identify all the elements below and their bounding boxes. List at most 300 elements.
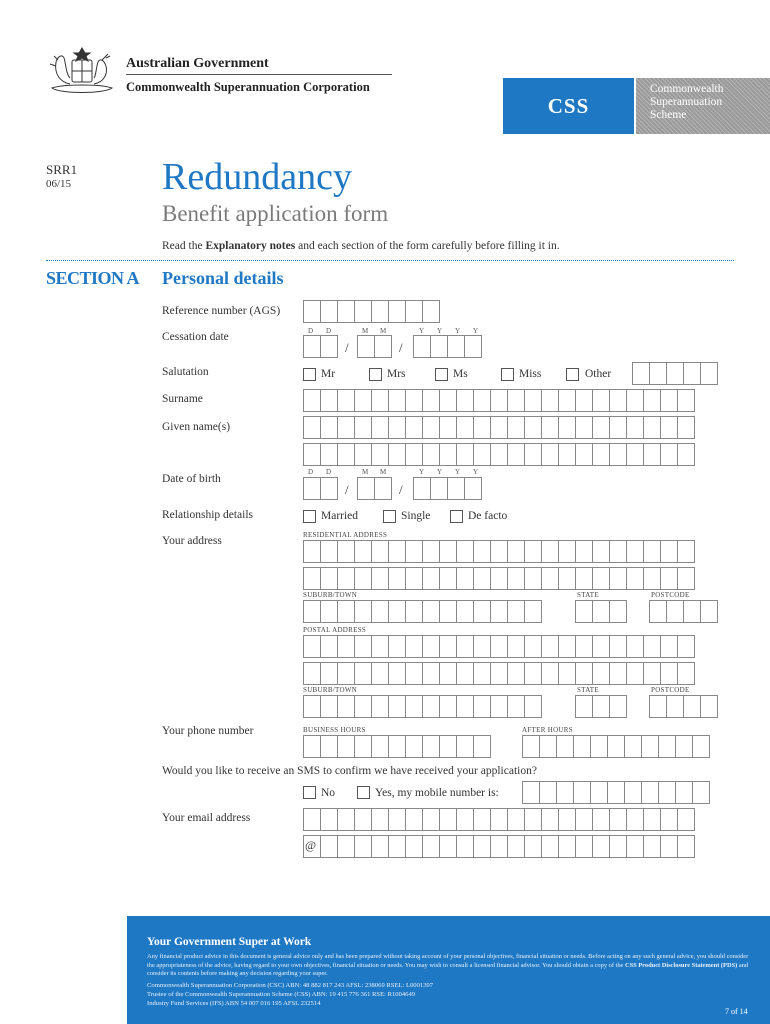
- char-box[interactable]: [456, 600, 474, 623]
- char-box[interactable]: [422, 835, 440, 858]
- char-box[interactable]: [575, 635, 593, 658]
- char-box[interactable]: [371, 835, 389, 858]
- dob-day-input[interactable]: [303, 477, 338, 500]
- char-box[interactable]: [303, 600, 321, 623]
- char-box[interactable]: [405, 567, 423, 590]
- char-box[interactable]: [592, 662, 610, 685]
- char-box[interactable]: [456, 808, 474, 831]
- char-box[interactable]: [456, 635, 474, 658]
- char-box[interactable]: [473, 600, 491, 623]
- char-box[interactable]: [439, 635, 457, 658]
- char-box[interactable]: [456, 567, 474, 590]
- char-box[interactable]: [658, 735, 676, 758]
- char-box[interactable]: [590, 781, 608, 804]
- char-box[interactable]: [539, 735, 557, 758]
- char-box[interactable]: [456, 540, 474, 563]
- char-box[interactable]: [422, 416, 440, 439]
- char-box[interactable]: [507, 416, 525, 439]
- char-box[interactable]: [337, 635, 355, 658]
- char-box[interactable]: [541, 635, 559, 658]
- char-box[interactable]: [320, 635, 338, 658]
- char-box[interactable]: [422, 567, 440, 590]
- char-box[interactable]: [609, 808, 627, 831]
- char-box[interactable]: [430, 477, 448, 500]
- char-box[interactable]: [473, 695, 491, 718]
- char-box[interactable]: [439, 808, 457, 831]
- char-box[interactable]: [609, 540, 627, 563]
- given-names-input-line1[interactable]: [303, 416, 695, 439]
- given-names-input-line2[interactable]: [303, 443, 695, 466]
- char-box[interactable]: [464, 477, 482, 500]
- char-box[interactable]: [556, 735, 574, 758]
- char-box[interactable]: [677, 808, 695, 831]
- char-box[interactable]: [422, 662, 440, 685]
- char-box[interactable]: [320, 335, 338, 358]
- char-box[interactable]: [456, 695, 474, 718]
- char-box[interactable]: [354, 600, 372, 623]
- char-box[interactable]: [320, 443, 338, 466]
- salutation-other-input[interactable]: [632, 362, 718, 385]
- char-box[interactable]: [354, 300, 372, 323]
- char-box[interactable]: [405, 662, 423, 685]
- char-box[interactable]: [649, 362, 667, 385]
- char-box[interactable]: [388, 808, 406, 831]
- char-box[interactable]: [558, 389, 576, 412]
- char-box[interactable]: [490, 835, 508, 858]
- char-box[interactable]: [541, 416, 559, 439]
- char-box[interactable]: [507, 389, 525, 412]
- char-box[interactable]: [683, 362, 701, 385]
- char-box[interactable]: [643, 540, 661, 563]
- residential-address-line1[interactable]: [303, 540, 695, 563]
- char-box[interactable]: [447, 335, 465, 358]
- char-box[interactable]: [456, 443, 474, 466]
- char-box[interactable]: [507, 835, 525, 858]
- char-box[interactable]: [337, 735, 355, 758]
- char-box[interactable]: [558, 567, 576, 590]
- char-box[interactable]: [303, 416, 321, 439]
- char-box[interactable]: [354, 635, 372, 658]
- char-box[interactable]: [507, 662, 525, 685]
- char-box[interactable]: [337, 835, 355, 858]
- char-box[interactable]: [422, 389, 440, 412]
- char-box[interactable]: [558, 540, 576, 563]
- char-box[interactable]: [677, 416, 695, 439]
- char-box[interactable]: [575, 662, 593, 685]
- char-box[interactable]: [439, 695, 457, 718]
- char-box[interactable]: [649, 695, 667, 718]
- char-box[interactable]: [388, 443, 406, 466]
- business-hours-phone-input[interactable]: [303, 735, 491, 758]
- char-box[interactable]: [490, 416, 508, 439]
- char-box[interactable]: [541, 567, 559, 590]
- char-box[interactable]: [522, 735, 540, 758]
- char-box[interactable]: [609, 635, 627, 658]
- char-box[interactable]: [320, 735, 338, 758]
- char-box[interactable]: [371, 443, 389, 466]
- email-input-line2[interactable]: [303, 835, 695, 858]
- char-box[interactable]: [507, 567, 525, 590]
- residential-suburb-input[interactable]: [303, 600, 542, 623]
- char-box[interactable]: [660, 540, 678, 563]
- char-box[interactable]: [641, 781, 659, 804]
- char-box[interactable]: [592, 600, 610, 623]
- salutation-mr-checkbox[interactable]: [303, 368, 316, 381]
- char-box[interactable]: [303, 335, 321, 358]
- char-box[interactable]: [507, 443, 525, 466]
- char-box[interactable]: [700, 695, 718, 718]
- char-box[interactable]: [558, 662, 576, 685]
- char-box[interactable]: [405, 808, 423, 831]
- char-box[interactable]: [609, 662, 627, 685]
- char-box[interactable]: [626, 567, 644, 590]
- char-box[interactable]: [354, 808, 372, 831]
- char-box[interactable]: [405, 443, 423, 466]
- char-box[interactable]: [374, 335, 392, 358]
- char-box[interactable]: [643, 635, 661, 658]
- char-box[interactable]: [558, 835, 576, 858]
- email-input-line1[interactable]: [303, 808, 695, 831]
- char-box[interactable]: [677, 662, 695, 685]
- char-box[interactable]: [320, 389, 338, 412]
- char-box[interactable]: [303, 735, 321, 758]
- char-box[interactable]: [575, 389, 593, 412]
- char-box[interactable]: [371, 567, 389, 590]
- char-box[interactable]: [575, 416, 593, 439]
- dob-month-input[interactable]: [357, 477, 392, 500]
- surname-input[interactable]: [303, 389, 695, 412]
- char-box[interactable]: [456, 735, 474, 758]
- postal-suburb-input[interactable]: [303, 695, 542, 718]
- char-box[interactable]: [675, 735, 693, 758]
- char-box[interactable]: [439, 600, 457, 623]
- char-box[interactable]: [371, 540, 389, 563]
- char-box[interactable]: [524, 808, 542, 831]
- char-box[interactable]: [609, 443, 627, 466]
- char-box[interactable]: [388, 416, 406, 439]
- char-box[interactable]: [660, 808, 678, 831]
- salutation-miss-checkbox[interactable]: [501, 368, 514, 381]
- char-box[interactable]: [388, 540, 406, 563]
- char-box[interactable]: [626, 808, 644, 831]
- char-box[interactable]: [320, 662, 338, 685]
- char-box[interactable]: [524, 662, 542, 685]
- char-box[interactable]: [473, 635, 491, 658]
- char-box[interactable]: [303, 635, 321, 658]
- postal-address-line2[interactable]: [303, 662, 695, 685]
- char-box[interactable]: [677, 443, 695, 466]
- char-box[interactable]: [320, 835, 338, 858]
- relationship-married-checkbox[interactable]: [303, 510, 316, 523]
- char-box[interactable]: [660, 389, 678, 412]
- char-box[interactable]: [439, 835, 457, 858]
- char-box[interactable]: [320, 540, 338, 563]
- char-box[interactable]: [575, 567, 593, 590]
- relationship-defacto-checkbox[interactable]: [450, 510, 463, 523]
- char-box[interactable]: [320, 477, 338, 500]
- char-box[interactable]: [337, 600, 355, 623]
- char-box[interactable]: [626, 443, 644, 466]
- char-box[interactable]: [649, 600, 667, 623]
- sms-yes-checkbox[interactable]: [357, 786, 370, 799]
- char-box[interactable]: [422, 443, 440, 466]
- char-box[interactable]: [303, 695, 321, 718]
- char-box[interactable]: [337, 540, 355, 563]
- char-box[interactable]: [303, 300, 321, 323]
- postal-state-input[interactable]: [575, 695, 627, 718]
- char-box[interactable]: [541, 835, 559, 858]
- char-box[interactable]: [337, 808, 355, 831]
- char-box[interactable]: [666, 600, 684, 623]
- char-box[interactable]: [700, 362, 718, 385]
- char-box[interactable]: [522, 781, 540, 804]
- char-box[interactable]: [388, 695, 406, 718]
- char-box[interactable]: [371, 662, 389, 685]
- char-box[interactable]: [507, 540, 525, 563]
- char-box[interactable]: [473, 835, 491, 858]
- char-box[interactable]: [303, 808, 321, 831]
- cessation-day-input[interactable]: [303, 335, 338, 358]
- char-box[interactable]: [643, 662, 661, 685]
- char-box[interactable]: [490, 389, 508, 412]
- char-box[interactable]: [357, 335, 375, 358]
- char-box[interactable]: [405, 635, 423, 658]
- char-box[interactable]: [371, 808, 389, 831]
- char-box[interactable]: [643, 416, 661, 439]
- char-box[interactable]: [354, 735, 372, 758]
- char-box[interactable]: [592, 808, 610, 831]
- char-box[interactable]: [626, 835, 644, 858]
- char-box[interactable]: [473, 808, 491, 831]
- char-box[interactable]: [464, 335, 482, 358]
- char-box[interactable]: [439, 389, 457, 412]
- char-box[interactable]: [320, 300, 338, 323]
- char-box[interactable]: [692, 781, 710, 804]
- char-box[interactable]: [592, 835, 610, 858]
- postal-postcode-input[interactable]: [649, 695, 718, 718]
- char-box[interactable]: [524, 416, 542, 439]
- char-box[interactable]: [405, 540, 423, 563]
- after-hours-phone-input[interactable]: [522, 735, 710, 758]
- char-box[interactable]: [473, 735, 491, 758]
- char-box[interactable]: [337, 695, 355, 718]
- char-box[interactable]: [592, 695, 610, 718]
- char-box[interactable]: [575, 443, 593, 466]
- char-box[interactable]: [320, 695, 338, 718]
- char-box[interactable]: [388, 600, 406, 623]
- char-box[interactable]: [422, 635, 440, 658]
- char-box[interactable]: [643, 443, 661, 466]
- char-box[interactable]: [624, 735, 642, 758]
- char-box[interactable]: [626, 635, 644, 658]
- char-box[interactable]: [524, 835, 542, 858]
- char-box[interactable]: [677, 540, 695, 563]
- char-box[interactable]: [626, 540, 644, 563]
- char-box[interactable]: [405, 695, 423, 718]
- char-box[interactable]: [607, 735, 625, 758]
- char-box[interactable]: [643, 808, 661, 831]
- char-box[interactable]: [430, 335, 448, 358]
- mobile-number-input[interactable]: [522, 781, 710, 804]
- char-box[interactable]: [388, 300, 406, 323]
- char-box[interactable]: [354, 835, 372, 858]
- char-box[interactable]: [490, 662, 508, 685]
- char-box[interactable]: [643, 835, 661, 858]
- char-box[interactable]: [320, 600, 338, 623]
- salutation-mrs-checkbox[interactable]: [369, 368, 382, 381]
- char-box[interactable]: [660, 567, 678, 590]
- char-box[interactable]: [683, 695, 701, 718]
- char-box[interactable]: [337, 416, 355, 439]
- char-box[interactable]: [524, 600, 542, 623]
- char-box[interactable]: [592, 567, 610, 590]
- char-box[interactable]: [473, 443, 491, 466]
- char-box[interactable]: [692, 735, 710, 758]
- char-box[interactable]: [371, 635, 389, 658]
- char-box[interactable]: [683, 600, 701, 623]
- char-box[interactable]: [439, 735, 457, 758]
- postal-address-line1[interactable]: [303, 635, 695, 658]
- char-box[interactable]: [524, 567, 542, 590]
- char-box[interactable]: [626, 416, 644, 439]
- char-box[interactable]: [405, 600, 423, 623]
- char-box[interactable]: [357, 477, 375, 500]
- char-box[interactable]: [337, 443, 355, 466]
- char-box[interactable]: [677, 567, 695, 590]
- char-box[interactable]: [371, 600, 389, 623]
- char-box[interactable]: [405, 300, 423, 323]
- char-box[interactable]: [573, 735, 591, 758]
- char-box[interactable]: [539, 781, 557, 804]
- char-box[interactable]: [405, 735, 423, 758]
- char-box[interactable]: [558, 808, 576, 831]
- char-box[interactable]: [354, 540, 372, 563]
- char-box[interactable]: [507, 695, 525, 718]
- dob-year-input[interactable]: [413, 477, 482, 500]
- char-box[interactable]: [609, 695, 627, 718]
- char-box[interactable]: [609, 600, 627, 623]
- char-box[interactable]: [556, 781, 574, 804]
- char-box[interactable]: [473, 416, 491, 439]
- char-box[interactable]: [666, 362, 684, 385]
- char-box[interactable]: [473, 567, 491, 590]
- char-box[interactable]: [507, 808, 525, 831]
- char-box[interactable]: [490, 443, 508, 466]
- char-box[interactable]: [303, 662, 321, 685]
- char-box[interactable]: [558, 635, 576, 658]
- char-box[interactable]: [456, 416, 474, 439]
- char-box[interactable]: [677, 635, 695, 658]
- char-box[interactable]: [626, 662, 644, 685]
- char-box[interactable]: [541, 540, 559, 563]
- char-box[interactable]: [609, 389, 627, 412]
- char-box[interactable]: [320, 808, 338, 831]
- char-box[interactable]: [700, 600, 718, 623]
- char-box[interactable]: [422, 300, 440, 323]
- char-box[interactable]: [675, 781, 693, 804]
- char-box[interactable]: [439, 416, 457, 439]
- char-box[interactable]: [439, 540, 457, 563]
- char-box[interactable]: [609, 416, 627, 439]
- char-box[interactable]: [303, 540, 321, 563]
- char-box[interactable]: [575, 808, 593, 831]
- char-box[interactable]: [371, 695, 389, 718]
- char-box[interactable]: [643, 389, 661, 412]
- char-box[interactable]: [337, 300, 355, 323]
- char-box[interactable]: [541, 662, 559, 685]
- char-box[interactable]: [388, 835, 406, 858]
- char-box[interactable]: [592, 443, 610, 466]
- char-box[interactable]: [490, 695, 508, 718]
- char-box[interactable]: [320, 567, 338, 590]
- char-box[interactable]: [558, 416, 576, 439]
- char-box[interactable]: [371, 416, 389, 439]
- char-box[interactable]: [371, 300, 389, 323]
- char-box[interactable]: [456, 389, 474, 412]
- char-box[interactable]: [354, 662, 372, 685]
- char-box[interactable]: [609, 835, 627, 858]
- residential-state-input[interactable]: [575, 600, 627, 623]
- char-box[interactable]: [558, 443, 576, 466]
- char-box[interactable]: [666, 695, 684, 718]
- char-box[interactable]: [641, 735, 659, 758]
- char-box[interactable]: [473, 389, 491, 412]
- char-box[interactable]: [473, 662, 491, 685]
- char-box[interactable]: [405, 389, 423, 412]
- char-box[interactable]: [473, 540, 491, 563]
- char-box[interactable]: [624, 781, 642, 804]
- salutation-other-checkbox[interactable]: [566, 368, 579, 381]
- char-box[interactable]: [405, 416, 423, 439]
- char-box[interactable]: [677, 835, 695, 858]
- char-box[interactable]: [541, 808, 559, 831]
- salutation-ms-checkbox[interactable]: [435, 368, 448, 381]
- char-box[interactable]: [447, 477, 465, 500]
- char-box[interactable]: [490, 567, 508, 590]
- char-box[interactable]: [456, 662, 474, 685]
- sms-no-checkbox[interactable]: [303, 786, 316, 799]
- char-box[interactable]: [354, 443, 372, 466]
- char-box[interactable]: [439, 567, 457, 590]
- char-box[interactable]: [507, 635, 525, 658]
- char-box[interactable]: [354, 389, 372, 412]
- char-box[interactable]: [303, 567, 321, 590]
- char-box[interactable]: [422, 695, 440, 718]
- char-box[interactable]: [575, 600, 593, 623]
- char-box[interactable]: [388, 662, 406, 685]
- char-box[interactable]: [354, 695, 372, 718]
- char-box[interactable]: [320, 416, 338, 439]
- char-box[interactable]: [422, 540, 440, 563]
- char-box[interactable]: [374, 477, 392, 500]
- char-box[interactable]: [524, 443, 542, 466]
- char-box[interactable]: [573, 781, 591, 804]
- char-box[interactable]: [660, 662, 678, 685]
- char-box[interactable]: [337, 567, 355, 590]
- char-box[interactable]: [524, 389, 542, 412]
- char-box[interactable]: [413, 335, 431, 358]
- char-box[interactable]: [658, 781, 676, 804]
- char-box[interactable]: [643, 567, 661, 590]
- char-box[interactable]: [609, 567, 627, 590]
- char-box[interactable]: [592, 635, 610, 658]
- char-box[interactable]: [439, 662, 457, 685]
- char-box[interactable]: [575, 835, 593, 858]
- char-box[interactable]: [626, 389, 644, 412]
- char-box[interactable]: [592, 416, 610, 439]
- char-box[interactable]: [303, 443, 321, 466]
- char-box[interactable]: [371, 735, 389, 758]
